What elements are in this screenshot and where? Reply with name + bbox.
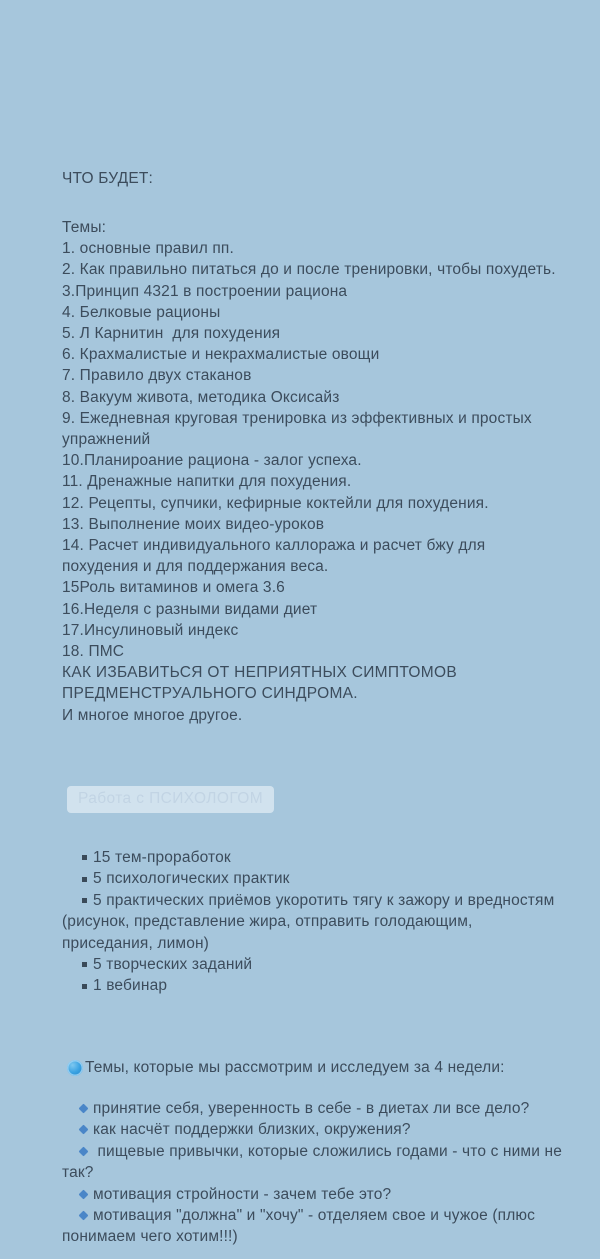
- clipped-last-line-text: понимаем чего хотим!!!): [62, 1228, 238, 1246]
- list-item: 6. Крахмалистые и некрахмалистые овощи: [62, 346, 380, 364]
- list-item: 5 творческих заданий: [62, 954, 562, 975]
- list-item: 17.Инсулиновый индекс: [62, 621, 239, 639]
- list-item: 1 вебинар: [62, 975, 562, 996]
- list-item: пищевые привычки, которые сложились годами - что с ними не: [62, 1141, 562, 1162]
- document-content: [62, 168, 562, 1246]
- list-item: 13. Выполнение моих видео-уроков: [62, 515, 325, 533]
- list-item: 5 психологических практик: [62, 868, 562, 889]
- list-item-continuation: так?: [62, 1164, 94, 1182]
- spacer: [62, 813, 562, 847]
- list-item: 15 тем-проработок: [62, 847, 562, 868]
- list-item: 10.Планироание рациона - залог успеха.: [62, 452, 362, 470]
- spacer: [62, 1078, 562, 1098]
- list-item: 8. Вакуум живота, методика Оксисайз: [62, 388, 340, 406]
- list-item: как насчёт поддержки близких, окружения?: [62, 1119, 562, 1140]
- list-item: 3.Принцип 4321 в построении рациона: [62, 282, 348, 300]
- list-item: 4. Белковые рационы: [62, 303, 221, 321]
- weeks-heading-label: Темы, которые мы рассмотрим и исследуем за 4 недели:: [85, 1058, 505, 1076]
- list-item: 7. Правило двух стаканов: [62, 367, 252, 385]
- spacer: [62, 997, 562, 1037]
- pms-caps-block: КАК ИЗБАВИТЬСЯ ОТ НЕПРИЯТНЫХ СИМПТОМОВ ПРЕДМЕНСТРУАЛЬНОГО СИНДРОМА.: [62, 664, 462, 703]
- weeks-items-list: [62, 1098, 562, 1226]
- psychologist-banner-label: Работа с ПСИХОЛОГОМ: [67, 786, 274, 813]
- closing-line: И многое многое другое.: [62, 706, 243, 724]
- list-item-continuation: (рисунок, представление жира, отправить голодающим,: [62, 913, 473, 931]
- list-item: 9. Ежедневная круговая тренировка из эффективных и простых упражнений: [62, 409, 537, 449]
- psychologist-items-list: [62, 847, 562, 997]
- list-item: 11. Дренажные напитки для похудения.: [62, 473, 352, 491]
- spacer: [62, 1037, 562, 1057]
- spacer: [62, 726, 562, 766]
- section-heading: ЧТО БУДЕТ:: [62, 170, 154, 187]
- topics-list: [62, 238, 562, 662]
- list-item: 14. Расчет индивидуального каллоража и расчет бжу для похудения и для поддержания веса.: [62, 537, 490, 576]
- list-item: 2. Как правильно питаться до и после тренировки, чтобы похудеть.: [62, 261, 556, 279]
- list-item: 18. ПМС: [62, 643, 125, 661]
- list-item: мотивация стройности - зачем тебе это?: [62, 1184, 562, 1205]
- list-item: 1. основные правил пп.: [62, 240, 234, 258]
- topics-label: Темы:: [62, 219, 107, 236]
- psychologist-banner: [67, 786, 562, 813]
- list-item: 12. Рецепты, супчики, кефирные коктейли для похудения.: [62, 494, 489, 512]
- weeks-heading: [62, 1057, 562, 1078]
- spacer: [62, 766, 562, 786]
- list-item: 5. Л Карнитин для похудения: [62, 325, 281, 343]
- blue-circle-icon: [67, 1060, 83, 1076]
- list-item: 15Роль витаминов и омега 3.6: [62, 579, 285, 597]
- spacer: [62, 189, 562, 217]
- list-item: 16.Неделя с разными видами диет: [62, 600, 318, 618]
- list-item: 5 практических приёмов укоротить тягу к зажору и вредностям: [62, 890, 562, 911]
- clipped-last-line: [62, 1226, 562, 1246]
- list-item: принятие себя, уверенность в себе - в диетах ли все дело?: [62, 1098, 562, 1119]
- list-item-continuation: приседания, лимон): [62, 934, 209, 952]
- list-item: мотивация "должна" и "хочу" - отделяем свое и чужое (плюс: [62, 1205, 562, 1226]
